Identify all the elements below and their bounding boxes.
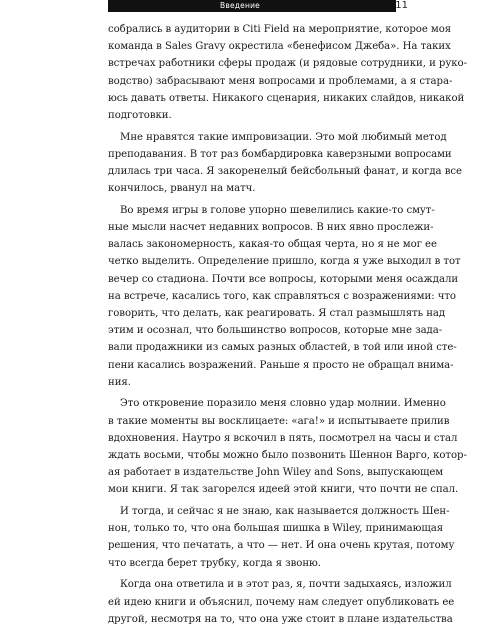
text-line: Мне нравятся такие импровизации. Это мой любимый метод [120, 131, 447, 143]
text-line: команда в Sales Gravy окрестила «бенефисом Джеба». На таких [108, 41, 451, 53]
text-line: подготовки. [108, 109, 172, 121]
paragraph [108, 395, 467, 498]
paragraph [108, 129, 462, 198]
section-title: Введение [220, 1, 260, 10]
text-line: длилась три часа. Я закоренелый бейсбольный фанат, и когда все [108, 166, 462, 177]
text-line: решения, что печатать, а что — нет. И она очень крутая, потому [108, 540, 455, 552]
text-line: этим и осознал, что большинство вопросов, которые мне зада- [108, 325, 443, 337]
text-line: Это откровение поразило меня словно удар молнии. Именно [120, 398, 446, 410]
text-line: вечер со стадиона. Почти все вопросы, которыми меня осаждали [108, 273, 459, 285]
text-line: водство) забрасывают меня вопросами и проблемами, а я стара- [108, 75, 453, 87]
text-line: другой, несмотря на то, что она уже стоит в плане издательства [108, 613, 453, 625]
page-number: 11 [395, 0, 408, 11]
paragraph [108, 576, 455, 628]
text-line: в такие моменты вы восклицаете: «ага!» и испытываете прилив [108, 415, 450, 427]
paragraph [108, 21, 467, 124]
text-line: ные мысли насчет недавних вопросов. В них явно прослежи- [108, 222, 434, 234]
text-line: Когда она ответила и в этот раз, я, почти задыхаясь, изложил [120, 579, 452, 591]
text-line: пени касались возражений. Раньше я просто не обращал внима- [108, 359, 454, 371]
body-text [108, 21, 467, 632]
running-head [108, 0, 396, 12]
text-line: встречах работники сферы продаж (и рядовые сотрудники, и руко- [108, 58, 467, 70]
text-line: юсь давать ответы. Никакого сценария, никаких слайдов, никакой [108, 92, 465, 104]
paragraph [108, 503, 455, 572]
text-line: говорить, что делать, как реагировать. Я стал размышлять над [108, 308, 446, 319]
text-line: нон, только то, что она большая шишка в Wiley, принимающая [108, 523, 444, 535]
paragraph [108, 202, 461, 391]
text-line: ей идею книги и объяснил, почему нам следует опубликовать ее [108, 596, 455, 608]
text-line: Во время игры в голове упорно шевелились какие-то смут- [120, 204, 435, 216]
text-line: И тогда, и сейчас я не знаю, как называется должность Шен- [120, 506, 450, 518]
text-line: кончилось, рванул на матч. [108, 183, 256, 195]
text-line: ая работает в издательстве John Wiley and Sons, выпускающем [108, 467, 444, 479]
text-line: валась закономерность, какая-то общая черта, но я не мог ее [108, 239, 437, 251]
text-line: мои книги. Я так загорелся идеей этой книги, что почти не спал. [108, 484, 459, 496]
text-line: четко выделить. Определение пришло, когда я уже выходил в тот [108, 256, 461, 268]
text-line: преподавания. В тот раз бомбардировка каверзными вопросами [108, 148, 452, 160]
text-line: вдохновения. Наутро я вскочил в пять, посмотрел на часы и стал [108, 432, 458, 444]
text-line: на встрече, касались того, как справляться с возражениями: что [108, 290, 456, 302]
text-line: ния. [108, 376, 131, 388]
text-line: собрались в аудитории в Citi Field на мероприятие, которое моя [108, 24, 452, 35]
text-line: что всегда берет трубку, когда я звоню. [108, 557, 321, 569]
text-line: ждать восьми, чтобы можно было позвонить Шеннон Варго, котор- [108, 450, 467, 461]
text-line: вали продажники из самых разных областей, в той или иной сте- [108, 342, 457, 354]
